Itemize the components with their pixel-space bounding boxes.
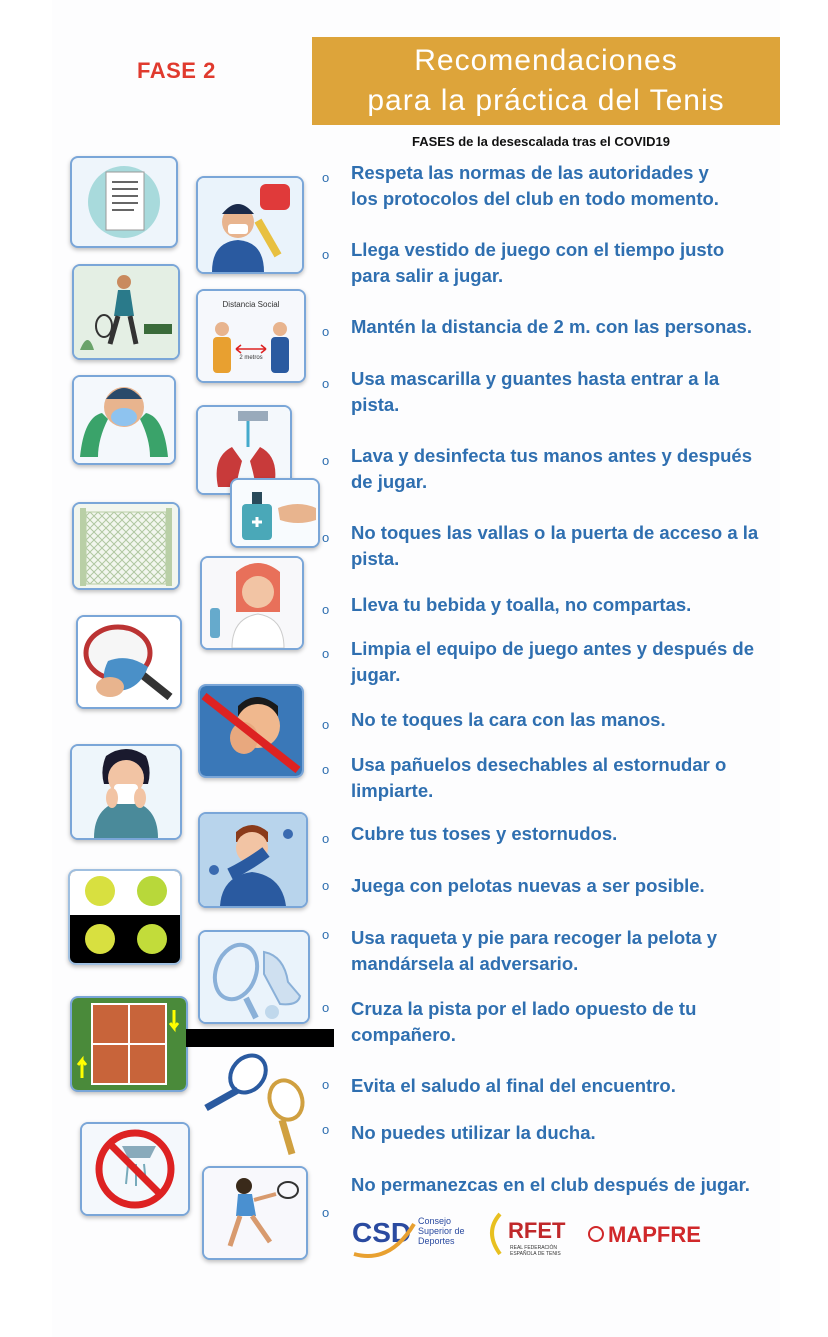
sponsor-logos [350, 1204, 750, 1264]
bullet: o [322, 247, 330, 262]
rec-line: Limpia el equipo de juego antes y después de [351, 638, 754, 659]
bullet: o [322, 1000, 330, 1015]
tennis-runner-icon [202, 1166, 308, 1260]
rfet-line-2: ESPAÑOLA DE TENIS [510, 1251, 561, 1257]
bullet: o [322, 927, 330, 942]
rec-line: Respeta las normas de las autoridades y [351, 162, 709, 183]
cough-elbow-icon [198, 812, 308, 908]
rec-line: No toques las vallas o la puerta de acceso a la [351, 522, 759, 543]
rec-line: compañero. [351, 1024, 456, 1045]
rec-line: Lava y desinfecta tus manos antes y después [351, 445, 752, 466]
rec-line: Cruza la pista por el lado opuesto de tu [351, 998, 697, 1019]
rec-line: mandársela al adversario. [351, 953, 579, 974]
fence-icon [72, 502, 180, 590]
no-shower-icon [80, 1122, 190, 1216]
doctor-thumbs-down-icon [196, 176, 304, 274]
title-line-1: Recomendaciones [414, 44, 678, 77]
rec-line: Usa pañuelos desechables al estornudar o [351, 754, 727, 775]
csd-logo: CSD [352, 1217, 412, 1248]
csd-line-1: Consejo [418, 1216, 452, 1226]
rec-line: Usa mascarilla y guantes hasta entrar a la [351, 368, 720, 389]
no-touch-face-icon [198, 684, 304, 778]
bullet: o [322, 646, 330, 661]
mapfre-logo: MAPFRE [608, 1222, 701, 1247]
bullet: o [322, 602, 330, 617]
rec-line: No puedes utilizar la ducha. [351, 1122, 596, 1143]
tissue-sneeze-icon [70, 744, 182, 840]
rec-line: Mantén la distancia de 2 m. con las personas. [351, 316, 752, 337]
rec-line: los protocolos del club en todo momento. [351, 188, 719, 209]
rec-line: Lleva tu bebida y toalla, no compartas. [351, 594, 692, 615]
rec-line: Evita el saludo al final del encuentro. [351, 1075, 676, 1096]
rec-line: No te toques la cara con las manos. [351, 709, 666, 730]
drink-towel-icon [200, 556, 304, 650]
rfet-logo: RFET [508, 1218, 566, 1243]
rec-line: pista. [351, 548, 400, 569]
bullet: o [322, 831, 330, 846]
rec-line: Llega vestido de juego con el tiempo justo [351, 239, 725, 260]
document-icon [70, 156, 178, 248]
bullet: o [322, 762, 330, 777]
tennis-court-icon [70, 996, 188, 1092]
racket-foot-icon [198, 930, 310, 1024]
bullet: o [322, 170, 330, 185]
rec-line: Usa raqueta y pie para recoger la pelota y [351, 927, 718, 948]
rec-line: jugar. [351, 664, 401, 685]
bullet: o [322, 376, 330, 391]
bullet: o [322, 1077, 330, 1092]
black-bar [186, 1029, 334, 1047]
phase-label: FASE 2 [137, 58, 216, 83]
bullet: o [322, 878, 330, 893]
social-distance-value: 2 metros [239, 355, 263, 361]
rec-line: Juega con pelotas nuevas a ser posible. [351, 875, 705, 896]
rec-line: Cubre tus toses y estornudos. [351, 823, 618, 844]
bullet: o [322, 453, 330, 468]
social-distance-label: Distancia Social [222, 300, 280, 309]
tennis-balls-icon [68, 869, 182, 965]
bullet: o [322, 1122, 330, 1137]
rec-line: No permanezcas en el club después de jugar. [351, 1174, 750, 1195]
csd-line-2: Superior de [418, 1226, 465, 1236]
csd-line-3: Deportes [418, 1236, 455, 1246]
rec-line: limpiarte. [351, 780, 434, 801]
social-distance-icon [196, 289, 306, 383]
mask-gloves-icon [72, 375, 176, 465]
rfet-line-1: REAL FEDERACIÓN [510, 1245, 558, 1251]
bullet: o [322, 717, 330, 732]
bullet: o [322, 1205, 330, 1220]
title-line-2: para la práctica del Tenis [367, 84, 725, 117]
racket-cleaning-icon [76, 615, 182, 709]
title-banner [312, 37, 780, 125]
rec-line: de jugar. [351, 471, 428, 492]
subtitle: FASES de la desescalada tras el COVID19 [412, 134, 670, 149]
bullet: o [322, 324, 330, 339]
bullet: o [322, 530, 330, 545]
tennis-player-icon [72, 264, 180, 360]
hand-sanitizer-icon [230, 478, 320, 548]
crossed-rackets-icon [200, 1052, 312, 1156]
rec-line: pista. [351, 394, 400, 415]
rec-line: para salir a jugar. [351, 265, 504, 286]
